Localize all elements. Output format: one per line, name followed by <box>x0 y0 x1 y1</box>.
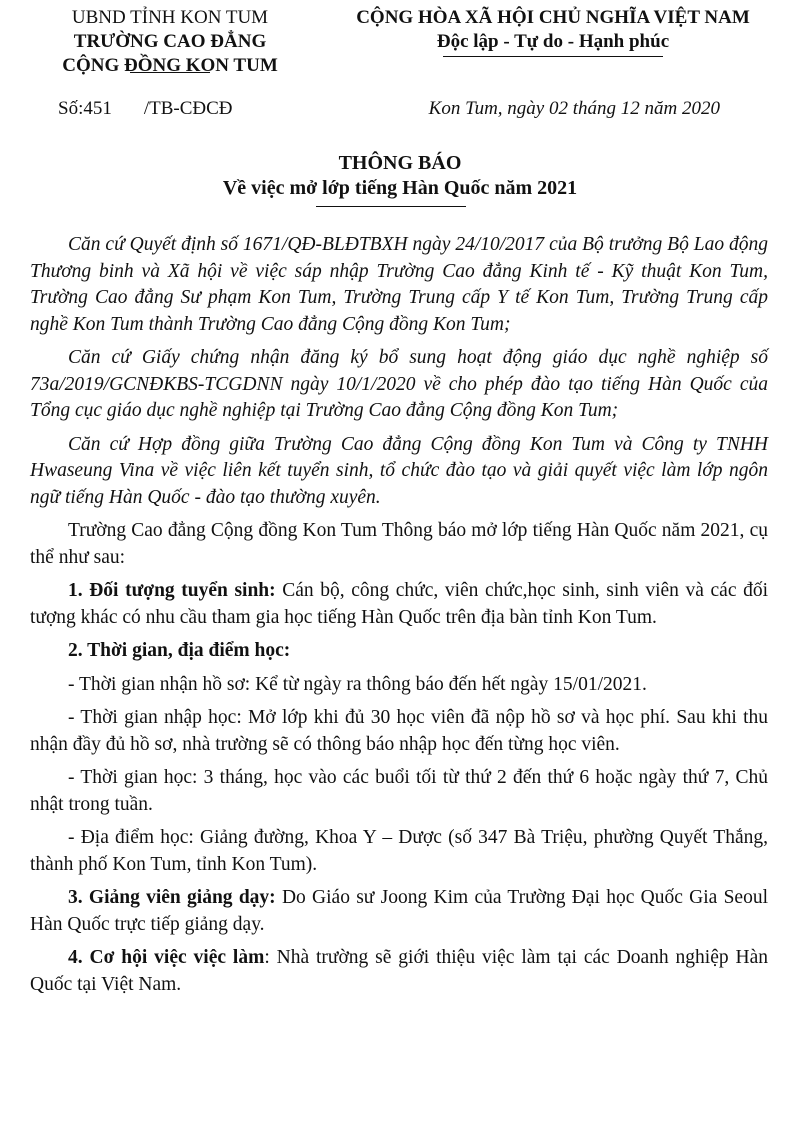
document-subject: Về việc mở lớp tiếng Hàn Quốc năm 2021 <box>222 177 578 199</box>
document-code: /TB-CĐCĐ <box>143 98 233 119</box>
section-2-item-1: - Thời gian nhận hồ sơ: Kể từ ngày ra thông báo đến hết ngày 15/01/2021. <box>68 673 647 695</box>
issuing-agency-block <box>30 6 310 76</box>
section-1-heading: 1. Đối tượng tuyển sinh: <box>68 580 276 601</box>
national-motto: Độc lập - Tự do - Hạnh phúc <box>436 31 670 52</box>
section-1 <box>30 578 768 631</box>
national-motto-block <box>318 6 788 57</box>
section-4 <box>30 945 768 998</box>
intro-paragraph: Trường Cao đẳng Cộng đồng Kon Tum Thông báo mở lớp tiếng Hàn Quốc năm 2021, cụ thể như sau: <box>30 520 768 568</box>
document-number <box>58 98 233 120</box>
agency-name-line2: CỘNG ĐỒNG KON TUM <box>62 55 278 76</box>
section-2 <box>30 638 768 665</box>
section-4-text: : Nhà trường sẽ giới thiệu việc làm tại các Doanh nghiệp Hàn Quốc tại Việt Nam. <box>30 947 768 995</box>
document-body <box>30 232 768 1005</box>
section-4-heading: 4. Cơ hội việc việc làm <box>68 947 265 968</box>
section-1-text: Cán bộ, công chức, viên chức,học sinh, sinh viên và các đối tượng khác có nhu cầu tham gia học tiếng Hàn Quốc trên địa bàn tỉnh Kon Tum. <box>30 580 768 628</box>
title-underline <box>316 206 466 207</box>
section-3-heading: 3. Giảng viên giảng dạy: <box>68 887 276 908</box>
legal-basis-1: Căn cứ Quyết định số 1671/QĐ-BLĐTBXH ngày 24/10/2017 của Bộ trưởng Bộ Lao động Thương binh và Xã hội về việc sáp nhập Trường Cao đẳng Kinh tế - Kỹ thuật Kon Tum, Trường Cao đẳng Sư phạm Kon Tum, Trường Trung cấp Y tế Kon Tum, Trường Trung cấp nghề Kon Tum thành Trường Cao đẳng Cộng đồng Kon Tum; <box>30 234 768 335</box>
agency-name-line1: TRƯỜNG CAO ĐẲNG <box>73 31 267 52</box>
date-line: Kon Tum, ngày 02 tháng 12 năm 2020 <box>428 98 720 119</box>
document-number-value: Số:451 <box>58 98 112 119</box>
section-2-item-2: - Thời gian nhập học: Mở lớp khi đủ 30 học viên đã nộp hồ sơ và học phí. Sau khi thu nhận đầy đủ hồ sơ, nhà trường sẽ có thông báo nhập học đến từng học viên. <box>30 707 768 755</box>
agency-parent: UBND TỈNH KON TUM <box>71 7 269 28</box>
document-title: THÔNG BÁO <box>338 152 462 174</box>
national-title: CỘNG HÒA XÃ HỘI CHỦ NGHĨA VIỆT NAM <box>356 7 750 28</box>
section-2-item-4: - Địa điểm học: Giảng đường, Khoa Y – Dược (số 347 Bà Triệu, phường Quyết Thắng, thành phố Kon Tum, tỉnh Kon Tum). <box>30 827 768 875</box>
section-2-heading: 2. Thời gian, địa điểm học: <box>68 640 291 661</box>
section-3-text: Do Giáo sư Joong Kim của Trường Đại học Quốc Gia Seoul Hàn Quốc trực tiếp giảng dạy. <box>30 887 768 935</box>
section-2-item-3: - Thời gian học: 3 tháng, học vào các buổi tối từ thứ 2 đến thứ 6 hoặc ngày thứ 7, Chủ nhật trong tuần. <box>30 767 768 815</box>
section-3 <box>30 885 768 938</box>
motto-underline <box>443 56 663 57</box>
legal-basis-3: Căn cứ Hợp đồng giữa Trường Cao đẳng Cộng đồng Kon Tum và Công ty TNHH Hwaseung Vina về việc liên kết tuyển sinh, tổ chức đào tạo và giải quyết việc làm lớp ngôn ngữ tiếng Hàn Quốc - đào tạo thường xuyên. <box>30 433 768 508</box>
legal-basis-2: Căn cứ Giấy chứng nhận đăng ký bổ sung hoạt động giáo dục nghề nghiệp số 73a/2019/GCNĐKBS-TCGDNN ngày 10/1/2020 về cho phép đào tạo tiếng Hàn Quốc của Tổng cục giáo dục nghề nghiệp tại Trường Cao đẳng Cộng đồng Kon Tum; <box>30 347 768 421</box>
